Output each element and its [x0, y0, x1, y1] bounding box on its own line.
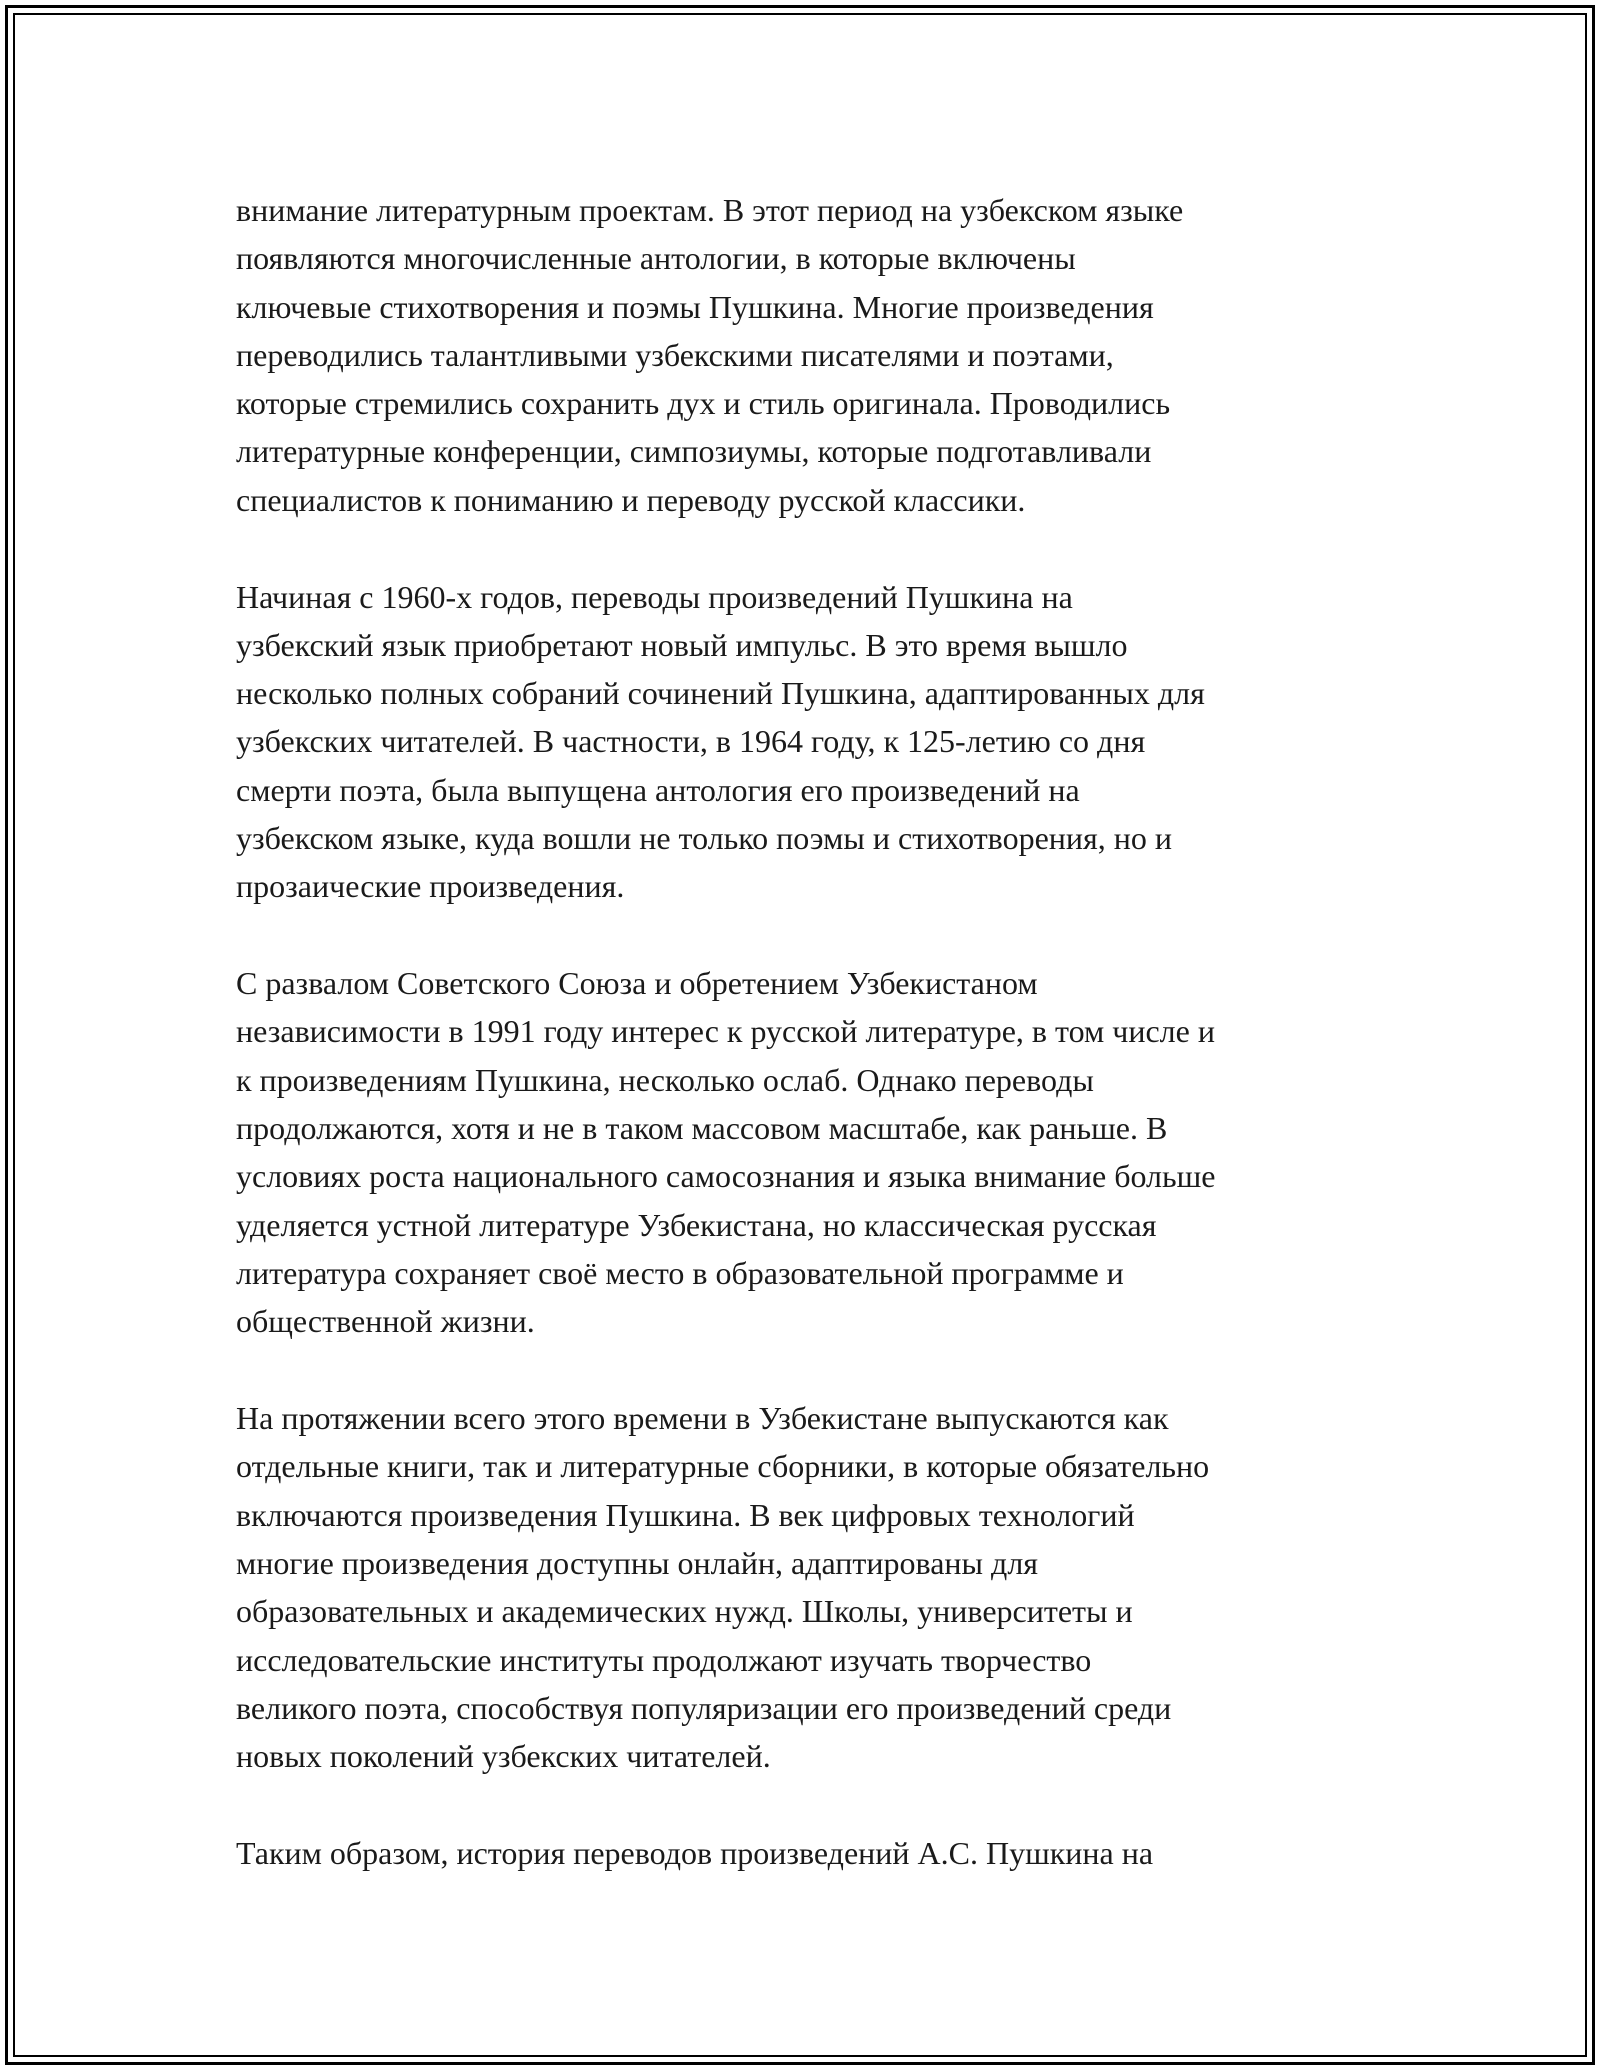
text-line: внимание литературным проектам. В этот период на узбекском языке — [236, 192, 1184, 228]
text-line: к произведениям Пушкина, несколько ослаб. Однако переводы — [236, 1061, 1094, 1098]
document-body — [236, 186, 1416, 1926]
paragraph-2 — [236, 573, 1416, 911]
text-line: многие произведения доступны онлайн, адаптированы для — [236, 1544, 1038, 1581]
text-line: переводились талантливыми узбекскими писателями и поэтами, — [236, 336, 1114, 373]
paragraph-3 — [236, 959, 1416, 1345]
text-line: Начиная с 1960-х годов, переводы произведений Пушкина на — [236, 578, 1073, 615]
text-line: общественной жизни. — [236, 1303, 535, 1340]
text-line: узбекских читателей. В частности, в 1964 году, к 125-летию со дня — [236, 723, 1146, 760]
text-line: продолжаются, хотя и не в таком массовом масштабе, как раньше. В — [236, 1110, 1168, 1147]
text-line: которые стремились сохранить дух и стиль оригинала. Проводились — [236, 385, 1171, 422]
text-line: Таким образом, история переводов произведений А.С. Пушкина на — [236, 1834, 1154, 1871]
paragraph-5 — [236, 1829, 1416, 1877]
text-line: новых поколений узбекских читателей. — [236, 1738, 771, 1775]
text-line: исследовательские институты продолжают изучать творчество — [236, 1641, 1092, 1678]
text-line: прозаические произведения. — [236, 868, 625, 905]
text-line: отдельные книги, так и литературные сборники, в которые обязательно — [236, 1448, 1210, 1485]
text-line: появляются многочисленные антологии, в которые включены — [236, 240, 1076, 277]
text-line: С развалом Советского Союза и обретением Узбекистаном — [236, 965, 1038, 1002]
paragraph-4 — [236, 1394, 1416, 1780]
text-line: литературные конференции, симпозиумы, которые подготавливали — [236, 433, 1152, 470]
text-line: смерти поэта, была выпущена антология его произведений на — [236, 771, 1080, 808]
text-line: уделяется устной литературе Узбекистана, но классическая русская — [236, 1206, 1157, 1243]
paragraph-1 — [236, 186, 1416, 524]
text-line: ключевые стихотворения и поэмы Пушкина. Многие произведения — [236, 288, 1154, 325]
text-line: независимости в 1991 году интерес к русской литературе, в том числе и — [236, 1013, 1215, 1050]
text-line: великого поэта, способствуя популяризации его произведений среди — [236, 1689, 1172, 1726]
text-line: узбекском языке, куда вошли не только поэмы и стихотворения, но и — [236, 820, 1172, 857]
text-line: литература сохраняет своё место в образовательной программе и — [236, 1254, 1124, 1291]
text-line: образовательных и академических нужд. Школы, университеты и — [236, 1593, 1133, 1630]
text-line: На протяжении всего этого времени в Узбекистане выпускаются как — [236, 1400, 1169, 1437]
text-line: условиях роста национального самосознания и языка внимание больше — [236, 1158, 1216, 1195]
text-line: специалистов к пониманию и переводу русской классики. — [236, 481, 1026, 518]
text-line: несколько полных собраний сочинений Пушкина, адаптированных для — [236, 675, 1205, 712]
text-line: узбекский язык приобретают новый импульс. В это время вышло — [236, 626, 1128, 663]
text-line: включаются произведения Пушкина. В век цифровых технологий — [236, 1496, 1135, 1533]
